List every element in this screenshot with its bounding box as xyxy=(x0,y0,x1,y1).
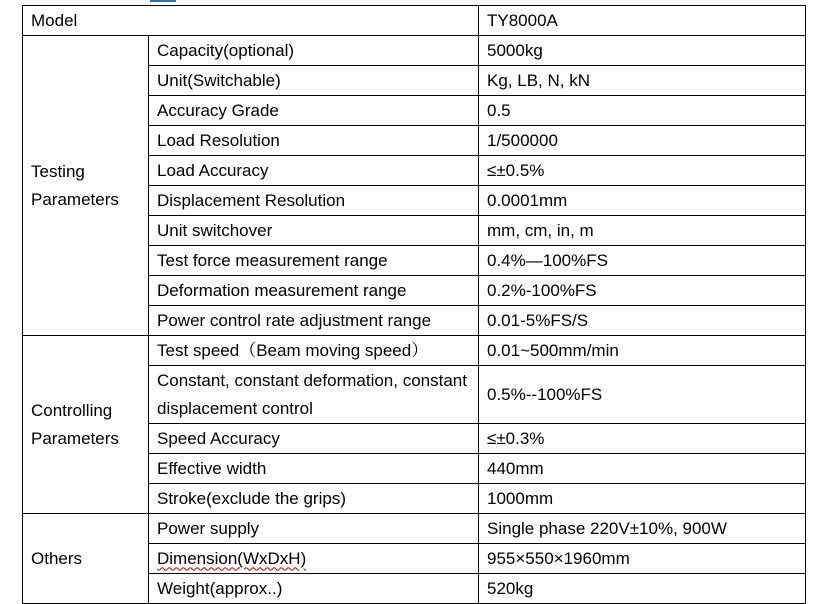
spec-label: Stroke(exclude the grips) xyxy=(149,484,479,514)
spec-value xyxy=(479,66,806,96)
unit-value-text: Kg, LB, N, kN xyxy=(487,70,590,90)
table-row xyxy=(23,514,806,544)
spec-label: Test force measurement range xyxy=(149,246,479,276)
spec-value: mm, cm, in, m xyxy=(479,216,806,246)
spec-label: Load Accuracy xyxy=(149,156,479,186)
spec-value: 955×550×1960mm xyxy=(479,544,806,574)
spec-value: 0.5%--100%FS xyxy=(479,366,806,424)
spec-value: 5000kg xyxy=(479,36,806,66)
spec-label: Speed Accuracy xyxy=(149,424,479,454)
spec-label: Power supply xyxy=(149,514,479,544)
table-row xyxy=(23,336,806,366)
spec-label: Unit switchover xyxy=(149,216,479,246)
spec-label: Weight(approx..) xyxy=(149,574,479,604)
spec-label: Constant, constant deformation, constant displacement control xyxy=(149,366,479,424)
spec-label: Deformation measurement range xyxy=(149,276,479,306)
dimension-label-text: Dimension(WxDxH) xyxy=(157,548,307,568)
spec-value: 1/500000 xyxy=(479,126,806,156)
top-accent-line xyxy=(150,0,176,2)
group-controlling-parameters: Controlling Parameters xyxy=(23,336,149,514)
spec-value: 0.2%-100%FS xyxy=(479,276,806,306)
table-row xyxy=(23,36,806,66)
spec-value: 440mm xyxy=(479,454,806,484)
spec-value: ≤±0.5% xyxy=(479,156,806,186)
spec-label: Test speed（Beam moving speed） xyxy=(149,336,479,366)
spec-label: Power control rate adjustment range xyxy=(149,306,479,336)
spec-value: 0.4%—100%FS xyxy=(479,246,806,276)
spec-label: Effective width xyxy=(149,454,479,484)
spec-value: 0.01-5%FS/S xyxy=(479,306,806,336)
spec-table xyxy=(22,5,806,604)
spec-value: ≤±0.3% xyxy=(479,424,806,454)
spec-label: Displacement Resolution xyxy=(149,186,479,216)
spec-value: 0.5 xyxy=(479,96,806,126)
spec-label: Unit(Switchable) xyxy=(149,66,479,96)
spec-label: Accuracy Grade xyxy=(149,96,479,126)
group-others: Others xyxy=(23,514,149,604)
model-row xyxy=(23,6,806,36)
spec-value: 0.01~500mm/min xyxy=(479,336,806,366)
spec-label: Load Resolution xyxy=(149,126,479,156)
spec-label: Capacity(optional) xyxy=(149,36,479,66)
model-label: Model xyxy=(23,6,479,36)
group-testing-parameters: Testing Parameters xyxy=(23,36,149,336)
spec-value: 0.0001mm xyxy=(479,186,806,216)
spec-value: Single phase 220V±10%, 900W xyxy=(479,514,806,544)
spec-value: 1000mm xyxy=(479,484,806,514)
spec-value: 520kg xyxy=(479,574,806,604)
spec-label xyxy=(149,544,479,574)
model-value: TY8000A xyxy=(479,6,806,36)
